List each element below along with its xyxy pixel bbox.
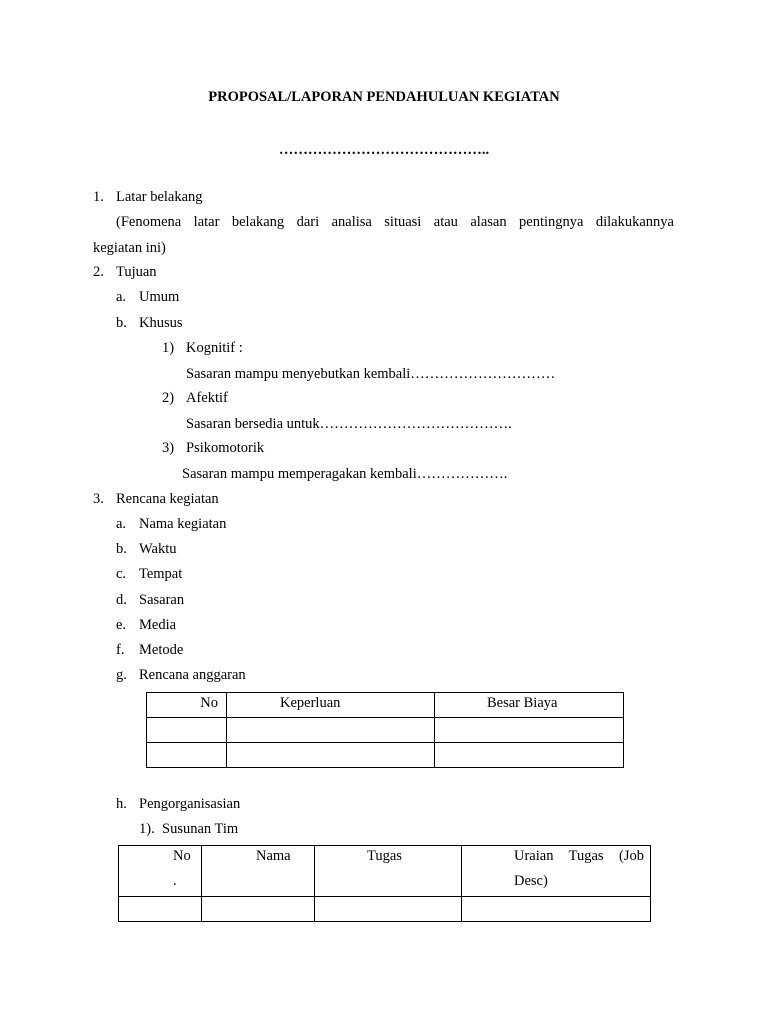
table-cell[interactable]	[435, 718, 624, 743]
table-cell[interactable]	[147, 718, 227, 743]
section-number: 1.	[93, 189, 104, 205]
objective-cognitive: Kognitif :	[186, 340, 243, 356]
table-cell[interactable]	[147, 743, 227, 768]
activity-name-placeholder: ……………………………………..	[278, 142, 490, 158]
table-cell[interactable]	[202, 897, 315, 922]
section-number: 2.	[93, 264, 104, 280]
affective-target: Sasaran bersedia untuk………………………………….	[186, 416, 512, 432]
table-header-cell: Nama	[202, 846, 315, 897]
team-desc-header: Uraian Tugas (Job	[514, 848, 644, 864]
cognitive-target: Sasaran mampu menyebutkan kembali…………………………	[186, 366, 556, 382]
psychomotor-target: Sasaran mampu memperagakan kembali……………….	[182, 466, 508, 482]
plan-item-organization: Pengorganisasian	[139, 796, 241, 812]
list-marker: b.	[116, 541, 127, 557]
list-marker: a.	[116, 516, 127, 532]
team-structure-label: Susunan Tim	[162, 821, 239, 837]
plan-item-budget: Rencana anggaran	[139, 667, 246, 683]
table-cell[interactable]	[435, 743, 624, 768]
list-marker: 3)	[162, 440, 175, 456]
background-description-cont: kegiatan ini)	[93, 240, 166, 256]
list-marker: h.	[116, 796, 127, 812]
list-marker: d.	[116, 592, 127, 608]
list-marker: a.	[116, 289, 127, 305]
list-marker: g.	[116, 667, 127, 683]
team-no-header: No	[173, 848, 191, 864]
list-marker: 1)	[162, 340, 175, 356]
section-number: 3.	[93, 491, 104, 507]
table-cell[interactable]	[462, 897, 651, 922]
plan-item-target: Sasaran	[139, 592, 185, 608]
table-row	[147, 693, 624, 718]
table-header-cell: No	[147, 693, 227, 718]
section-heading-plan: Rencana kegiatan	[116, 491, 219, 507]
objective-general: Umum	[139, 289, 180, 305]
table-row	[147, 718, 624, 743]
objective-specific: Khusus	[139, 315, 183, 331]
table-cell[interactable]	[227, 718, 435, 743]
table-header-cell: Keperluan	[227, 693, 435, 718]
list-marker: b.	[116, 315, 127, 331]
table-cell[interactable]	[227, 743, 435, 768]
table-header-cell	[119, 846, 202, 897]
document-title: PROPOSAL/LAPORAN PENDAHULUAN KEGIATAN	[208, 89, 560, 105]
plan-item-time: Waktu	[139, 541, 177, 557]
list-marker: 1).	[139, 821, 155, 837]
plan-item-activity-name: Nama kegiatan	[139, 516, 227, 532]
section-heading-background: Latar belakang	[116, 189, 203, 205]
objective-psychomotor: Psikomotorik	[186, 440, 265, 456]
table-row	[119, 897, 651, 922]
list-marker: 2)	[162, 390, 175, 406]
table-header-cell: Besar Biaya	[435, 693, 624, 718]
table-cell[interactable]	[119, 897, 202, 922]
objective-affective: Afektif	[186, 390, 228, 406]
team-table	[118, 845, 651, 922]
table-row	[147, 743, 624, 768]
background-description: (Fenomena latar belakang dari analisa situasi atau alasan pentingnya dilakukannya	[116, 214, 674, 230]
budget-table	[146, 692, 624, 768]
list-marker: e.	[116, 617, 127, 633]
plan-item-method: Metode	[139, 642, 184, 658]
plan-item-media: Media	[139, 617, 177, 633]
team-no-header-dot: .	[173, 873, 177, 889]
list-marker: f.	[116, 642, 125, 658]
team-desc-header-cont: Desc)	[514, 873, 548, 889]
table-row	[119, 846, 651, 897]
table-cell[interactable]	[315, 897, 462, 922]
table-header-cell	[462, 846, 651, 897]
plan-item-place: Tempat	[139, 566, 183, 582]
table-header-cell: Tugas	[315, 846, 462, 897]
section-heading-objectives: Tujuan	[116, 264, 157, 280]
list-marker: c.	[116, 566, 127, 582]
